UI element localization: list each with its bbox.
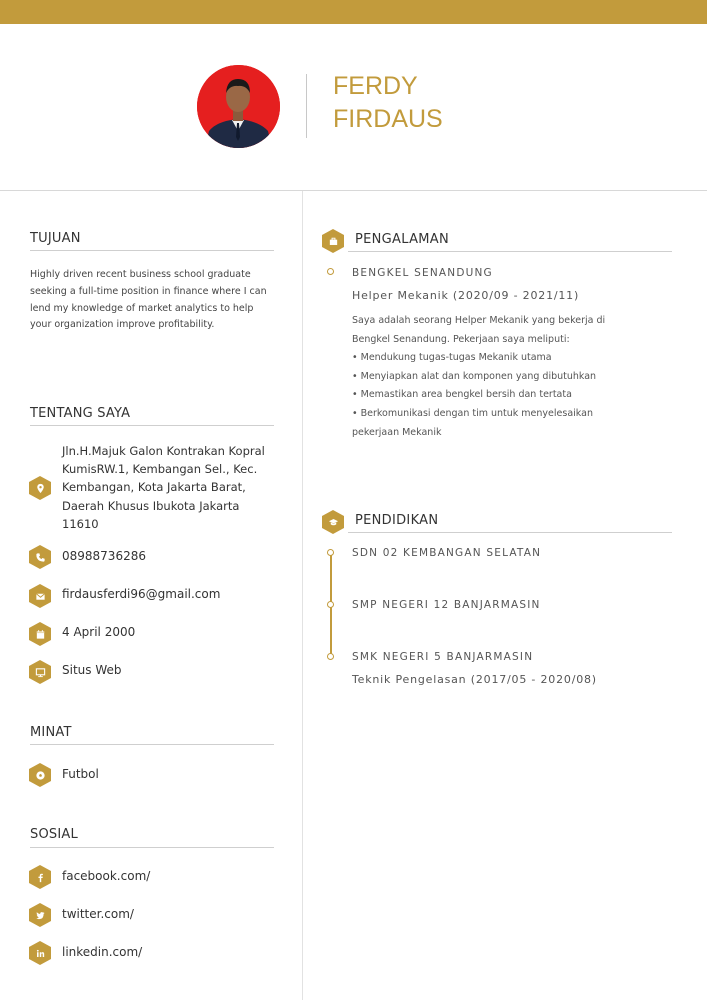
timeline-dot [327, 601, 334, 608]
timeline-dot [327, 653, 334, 660]
description-line: • Mendukung tugas-tugas Mekanik utama [352, 352, 552, 364]
header-divider [306, 74, 307, 138]
interests-heading: MINAT [30, 725, 72, 740]
last-name: FIRDAUS [333, 105, 443, 133]
interest-item: Futbol [62, 767, 99, 781]
experience-rule [348, 251, 672, 252]
education-heading: PENDIDIKAN [355, 513, 439, 528]
timeline-dot [327, 268, 334, 275]
social-heading: SOSIAL [30, 827, 78, 842]
location-icon [29, 476, 51, 500]
description-line: Bengkel Senandung. Pekerjaan saya meliputi: [352, 333, 570, 345]
phone-icon [29, 545, 51, 569]
email-text[interactable]: firdausferdi96@gmail.com [62, 587, 221, 601]
first-name: FERDY [333, 72, 418, 100]
objective-rule [30, 250, 274, 251]
social-linkedin-link[interactable]: linkedin.com/ [62, 945, 143, 959]
about-rule [30, 425, 274, 426]
social-twitter-link[interactable]: twitter.com/ [62, 907, 134, 921]
education-rule [348, 532, 672, 533]
briefcase-icon [322, 229, 344, 253]
email-icon [29, 584, 51, 608]
graduation-cap-icon [322, 510, 344, 534]
description-line: • Memastikan area bengkel bersih dan tertata [352, 389, 572, 401]
education-detail: Teknik Pengelasan (2017/05 - 2020/08) [352, 673, 597, 686]
monitor-icon [29, 660, 51, 684]
experience-heading: PENGALAMAN [355, 232, 450, 247]
twitter-icon [29, 903, 51, 927]
education-school: SMK NEGERI 5 BANJARMASIN [352, 651, 534, 663]
description-line: pekerjaan Mekanik [352, 426, 442, 438]
social-rule [30, 847, 274, 848]
experience-description [352, 312, 672, 442]
interests-rule [30, 744, 274, 745]
about-heading: TENTANG SAYA [30, 406, 131, 421]
address-text: Jln.H.Majuk Galon Kontrakan Kopral KumisRW.1, Kembangan Sel., Kec. Kembangan, Kota Jakarta Barat, Daerah Khusus Ibukota Jakarta 11610 [62, 444, 265, 531]
calendar-icon [29, 622, 51, 646]
linkedin-icon [29, 941, 51, 965]
facebook-icon [29, 865, 51, 889]
phone-text[interactable]: 08988736286 [62, 549, 146, 563]
soccer-ball-icon [29, 763, 51, 787]
objective-heading: TUJUAN [30, 231, 81, 246]
full-name [333, 70, 443, 136]
description-line: • Menyiapkan alat dan komponen yang dibutuhkan [352, 370, 597, 382]
timeline-dot [327, 549, 334, 556]
birthdate-text: 4 April 2000 [62, 625, 136, 639]
description-line: • Berkomunikasi dengan tim untuk menyelesaikan [352, 407, 593, 419]
education-school: SDN 02 KEMBANGAN SELATAN [352, 547, 542, 559]
column-divider [302, 191, 303, 1000]
experience-company: BENGKEL SENANDUNG [352, 267, 493, 279]
header-rule [0, 190, 707, 191]
avatar [197, 65, 280, 148]
social-facebook-link[interactable]: facebook.com/ [62, 869, 151, 883]
person-photo-icon [197, 65, 280, 148]
objective-text: Highly driven recent business school graduate seeking a full-time position in finance where I can lend my knowledge of market analytics to help your organization improve profitability. [30, 269, 267, 331]
education-school: SMP NEGERI 12 BANJARMASIN [352, 599, 541, 611]
description-line: Saya adalah seorang Helper Mekanik yang bekerja di [352, 315, 606, 326]
experience-role: Helper Mekanik (2020/09 - 2021/11) [352, 289, 580, 302]
website-text[interactable]: Situs Web [62, 663, 122, 677]
top-accent-bar [0, 0, 707, 24]
